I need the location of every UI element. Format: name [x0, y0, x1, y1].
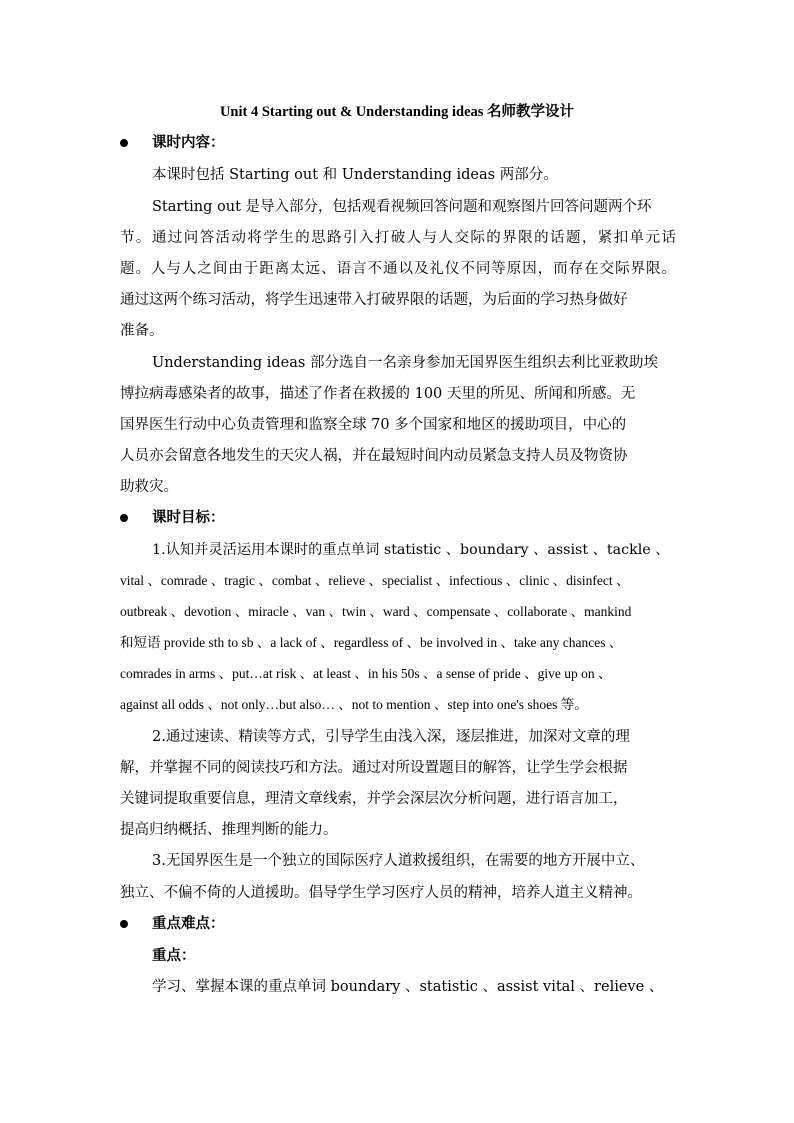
paragraph-line: 学习、掌握本课的重点单词 boundary 、statistic 、assist vital 、relieve 、 — [152, 979, 664, 995]
paragraph-line: 独立、不偏不倚的人道援助。倡导学生学习医疗人员的精神，培养人道主义精神。 — [120, 885, 642, 901]
bullet-icon — [120, 920, 128, 928]
document-title: Unit 4 Starting out & Understanding ideas 名师教学设计 — [219, 104, 575, 120]
paragraph-line: 题。人与人之间由于距离太远、语言不通以及礼仪不同等原因，而存在交际界限。 — [120, 261, 676, 277]
paragraph-line: Understanding ideas 部分选自一名亲身参加无国界医生组织去利比亚救助埃 — [152, 355, 658, 371]
paragraph-line: 1.认知并灵活运用本课时的重点单词 statistic 、boundary 、assist 、tackle 、 — [152, 542, 670, 558]
paragraph-line: 节。通过问答活动将学生的思路引入打破人与人交际的界限的话题，紧扣单元话 — [120, 230, 676, 246]
vocab-line: 和短语 provide sth to sb 、a lack of 、regardless of 、be involved in 、take any chances 、 — [120, 635, 623, 650]
paragraph-line: 提高归纳概括、推理判断的能力。 — [120, 822, 338, 838]
paragraph-line: 2.通过速读、精读等方式，引导学生由浅入深，逐层推进，加深对文章的理 — [152, 729, 630, 745]
paragraph-line: 国界医生行动中心负责管理和监察全球 70 多个国家和地区的援助项目，中心的 — [120, 417, 627, 433]
paragraph-line: 本课时包括 Starting out 和 Understanding ideas 两部分。 — [152, 167, 558, 183]
paragraph-line: 博拉病毒感染者的故事，描述了作者在救援的 100 天里的所见、所闻和所感。无 — [120, 386, 636, 402]
paragraph-line: 人员亦会留意各地发生的天灾人祸，并在最短时间内动员紧急支持人员及物资协 — [120, 448, 628, 464]
bullet-icon — [120, 139, 128, 147]
paragraph-line: 关键词提取重要信息，理清文章线索，并学会深层次分析问题，进行语言加工， — [120, 791, 628, 807]
paragraph-line: 通过这两个练习活动，将学生迅速带入打破界限的话题，为后面的学习热身做好 — [120, 292, 628, 308]
section-heading-keypoints: 重点难点： — [152, 915, 225, 932]
subheading-key: 重点： — [152, 947, 196, 964]
paragraph-line: 3.无国界医生是一个独立的国际医疗人道救援组织，在需要的地方开展中立、 — [152, 853, 645, 869]
paragraph-line: 准备。 — [120, 323, 164, 339]
bullet-icon — [120, 514, 128, 522]
paragraph-line: 解，并掌握不同的阅读技巧和方法。通过对所设置题目的解答，让学生学会根据 — [120, 760, 628, 776]
section-heading-goals: 课时目标： — [152, 509, 225, 526]
vocab-line: outbreak 、devotion 、miracle 、van 、twin 、ward 、compensate 、collaborate 、mankind — [120, 604, 632, 619]
vocab-line: comrades in arms 、put…at risk 、at least 、in his 50s 、a sense of pride 、give up on 、 — [120, 666, 612, 681]
paragraph-line: Starting out 是导入部分，包括观看视频回答问题和观察图片回答问题两个环 — [152, 199, 652, 215]
vocab-line: vital 、comrade 、tragic 、combat 、relieve 、specialist 、infectious 、clinic 、disinfect 、 — [120, 573, 630, 588]
vocab-line: against all odds 、not only…but also… 、not to mention 、step into one's shoes 等。 — [120, 697, 588, 712]
section-heading-content: 课时内容： — [152, 134, 225, 151]
paragraph-line: 助救灾。 — [120, 479, 178, 495]
